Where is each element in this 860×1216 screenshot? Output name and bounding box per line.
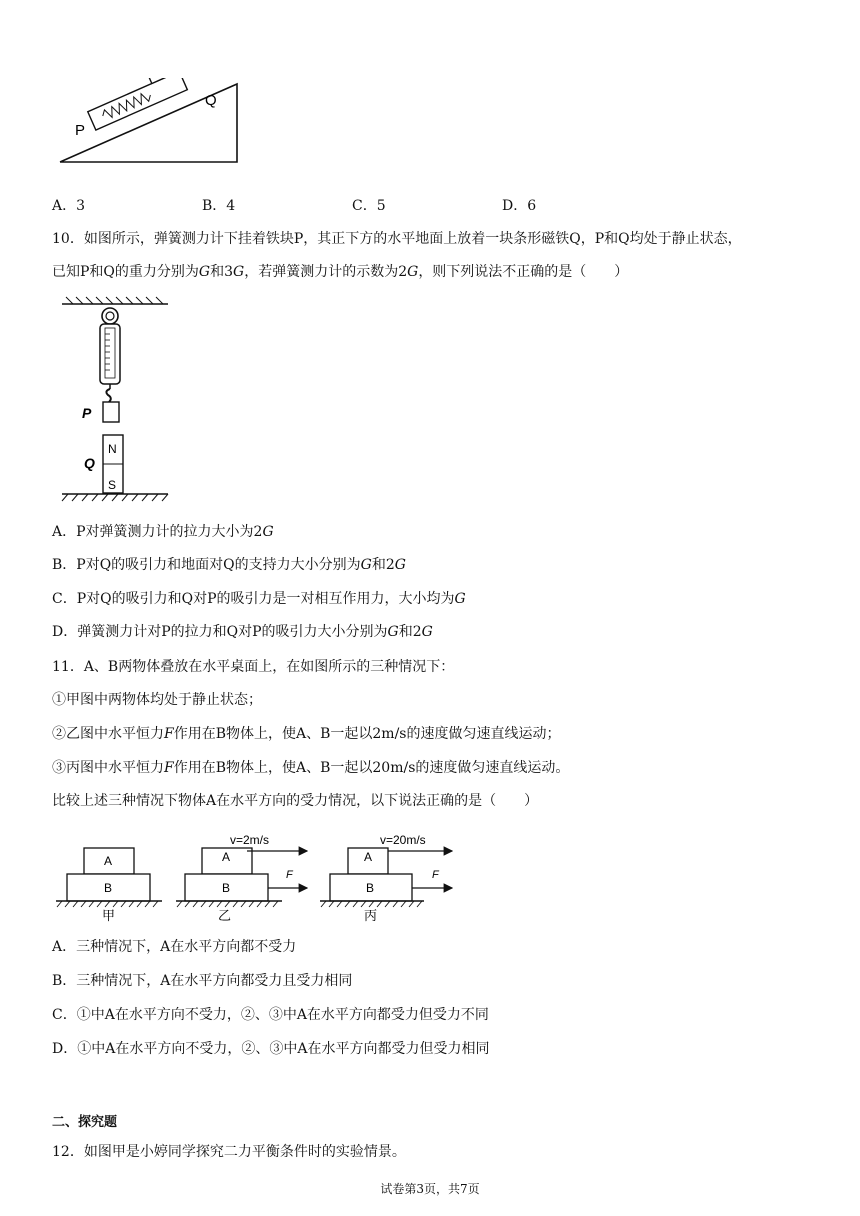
yi-caption: 乙 bbox=[218, 908, 232, 923]
q11-option-d: D．①中A在水平方向不受力，②、③中A在水平方向都受力但受力相同 bbox=[52, 1041, 490, 1057]
var-g: G bbox=[421, 624, 433, 640]
q11-stem-line1: 11．A、B两物体叠放在水平桌面上，在如图所示的三种情况下： bbox=[52, 659, 455, 675]
q9-option-b: B．4 bbox=[202, 198, 236, 214]
text: ②乙图中水平恒力 bbox=[52, 726, 164, 742]
var-g: G bbox=[198, 264, 211, 280]
q10-stem-line1: 10．如图所示，弹簧测力计下挂着铁块P，其正下方的水平地面上放着一块条形磁铁Q，P和Q均处于静止状态， bbox=[52, 231, 742, 247]
q11-option-c: C．①中A在水平方向不受力，②、③中A在水平方向都受力但受力不同 bbox=[52, 1007, 489, 1023]
jia-label-a: A bbox=[104, 854, 113, 868]
text: C．P对Q的吸引力和Q对P的吸引力是一对相互作用力，大小均为 bbox=[52, 591, 455, 607]
text: B．P对Q的吸引力和地面对Q的支持力大小分别为 bbox=[52, 557, 361, 573]
yi-label-b: B bbox=[222, 881, 231, 895]
q11-option-b: B．三种情况下，A在水平方向都受力且受力相同 bbox=[52, 973, 353, 989]
var-g: G bbox=[233, 264, 245, 280]
var-g: G bbox=[387, 624, 399, 640]
text: 作用在B物体上，使A、B一起以2m/s的速度做匀速直线运动； bbox=[173, 726, 561, 742]
text: 作用在B物体上，使A、B一起以20m/s的速度做匀速直线运动。 bbox=[173, 760, 570, 776]
text: 已知P和Q的重力分别为 bbox=[52, 264, 199, 280]
jia-caption: 甲 bbox=[102, 908, 116, 923]
var-g: G bbox=[262, 524, 274, 540]
q10-option-a bbox=[52, 522, 274, 542]
incline-label-p: P bbox=[75, 122, 86, 139]
bing-label-b: B bbox=[366, 881, 375, 895]
q11-option-a: A．三种情况下，A在水平方向都不受力 bbox=[52, 939, 297, 955]
q10-stem-line2 bbox=[52, 262, 628, 282]
yi-force-label: F bbox=[286, 869, 293, 881]
text: 和2 bbox=[398, 624, 422, 640]
fig10-label-s: S bbox=[108, 478, 117, 492]
text: ，若弹簧测力计的示数为2 bbox=[244, 264, 408, 280]
text: D．弹簧测力计对P的拉力和Q对P的吸引力大小分别为 bbox=[52, 624, 388, 640]
q10-option-c bbox=[52, 589, 466, 609]
q9-option-c: C．5 bbox=[352, 198, 386, 214]
q11-stem-line4 bbox=[52, 758, 569, 778]
var-g: G bbox=[407, 264, 419, 280]
diagram-yi bbox=[176, 833, 307, 923]
yi-velocity: v=2m/s bbox=[230, 833, 270, 847]
diagram-bing bbox=[320, 833, 452, 923]
incline-spring-figure bbox=[55, 78, 255, 170]
yi-label-a: A bbox=[222, 850, 231, 864]
var-f: F bbox=[164, 726, 174, 742]
var-g: G bbox=[360, 557, 372, 573]
incline-label-q: Q bbox=[205, 92, 217, 109]
section-heading: 二、探究题 bbox=[52, 1115, 118, 1130]
page-footer: 试卷第3页，共7页 bbox=[380, 1182, 480, 1196]
stacked-blocks-figure bbox=[52, 828, 472, 924]
bing-label-a: A bbox=[364, 850, 373, 864]
var-f: F bbox=[164, 760, 174, 776]
fig10-label-q: Q bbox=[84, 455, 95, 471]
q11-stem-line2: ①甲图中两物体均处于静止状态； bbox=[52, 692, 262, 708]
q11-stem-line5: 比较上述三种情况下物体A在水平方向的受力情况，以下说法正确的是（ ） bbox=[52, 793, 539, 809]
q10-option-b bbox=[52, 555, 406, 575]
fig10-label-p: P bbox=[82, 405, 92, 421]
q9-option-d: D．6 bbox=[502, 198, 537, 214]
text: 和2 bbox=[371, 557, 395, 573]
q10-option-d bbox=[52, 622, 433, 642]
text: ，则下列说法不正确的是（ ） bbox=[418, 264, 629, 280]
bing-force-label: F bbox=[432, 869, 439, 881]
diagram-jia bbox=[56, 848, 162, 923]
text: A．P对弹簧测力计的拉力大小为2 bbox=[52, 524, 263, 540]
bing-velocity: v=20m/s bbox=[380, 833, 426, 847]
q12-stem: 12．如图甲是小婷同学探究二力平衡条件时的实验情景。 bbox=[52, 1144, 406, 1160]
var-g: G bbox=[454, 591, 466, 607]
bing-caption: 丙 bbox=[364, 908, 378, 923]
fig10-label-n: N bbox=[108, 442, 117, 456]
spring-scale-magnet-figure bbox=[58, 296, 173, 506]
q11-stem-line3 bbox=[52, 724, 561, 744]
jia-label-b: B bbox=[104, 881, 113, 895]
text: ③丙图中水平恒力 bbox=[52, 760, 164, 776]
var-g: G bbox=[394, 557, 406, 573]
q9-option-a: A．3 bbox=[52, 198, 86, 214]
text: 和3 bbox=[210, 264, 234, 280]
